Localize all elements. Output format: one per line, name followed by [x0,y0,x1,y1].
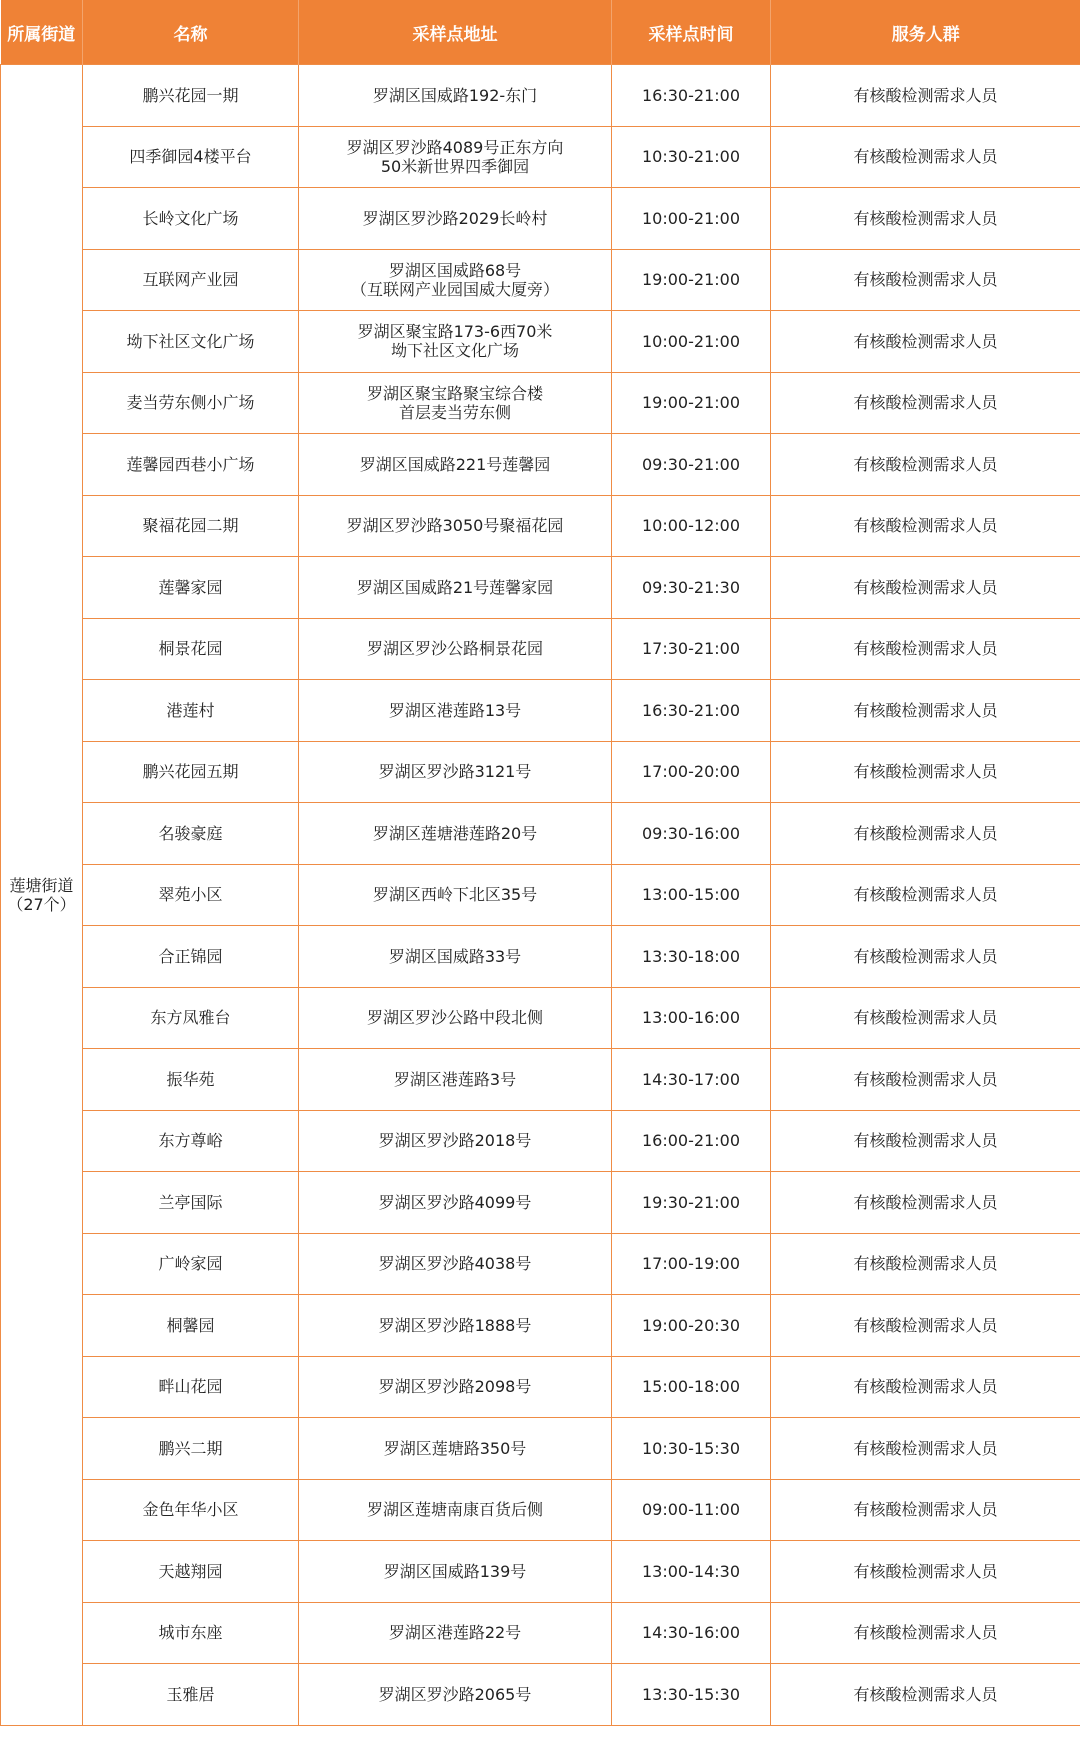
site-name: 鹏兴花园五期 [83,741,299,803]
site-name: 鹏兴二期 [83,1418,299,1480]
site-address [299,1110,612,1172]
table-row [1,126,1080,188]
site-address [299,864,612,926]
site-address [299,1664,612,1726]
site-address [299,495,612,557]
site-name: 振华苑 [83,1049,299,1111]
site-address [299,311,612,373]
site-service: 有核酸检测需求人员 [771,680,1080,742]
site-name: 麦当劳东侧小广场 [83,372,299,434]
site-name: 东方尊峪 [83,1110,299,1172]
site-address-line: 罗湖区国威路68号 [388,260,522,280]
site-address-line: 罗湖区罗沙路2065号 [378,1684,532,1704]
site-address-line: 50米新世界四季御园 [380,156,530,176]
table-header [1,0,1080,65]
table-row [1,372,1080,434]
site-time: 19:00-21:00 [612,249,771,311]
site-address [299,803,612,865]
site-time: 13:00-16:00 [612,987,771,1049]
site-name: 合正锦园 [83,926,299,988]
site-name: 四季御园4楼平台 [83,126,299,188]
site-address-line: 罗湖区港莲路13号 [388,700,522,720]
site-address-line: 罗湖区罗沙公路中段北侧 [366,1008,543,1028]
site-time: 15:00-18:00 [612,1356,771,1418]
site-address-line: （互联网产业园国威大厦旁） [350,279,559,299]
header-name: 名称 [83,0,299,65]
site-name: 东方凤雅台 [83,987,299,1049]
table-row [1,680,1080,742]
site-time: 16:00-21:00 [612,1110,771,1172]
table-row [1,803,1080,865]
site-address [299,1049,612,1111]
site-name: 互联网产业园 [83,249,299,311]
site-address-line: 罗湖区罗沙路2098号 [378,1377,532,1397]
site-service: 有核酸检测需求人员 [771,311,1080,373]
site-service: 有核酸检测需求人员 [771,126,1080,188]
site-name: 兰亭国际 [83,1172,299,1234]
site-address [299,741,612,803]
site-service: 有核酸检测需求人员 [771,1418,1080,1480]
site-address [299,126,612,188]
table-body [1,65,1080,1726]
site-name: 长岭文化广场 [83,188,299,250]
table-row [1,1110,1080,1172]
site-address-line: 罗湖区罗沙路4089号正东方向 [346,137,564,157]
site-name: 坳下社区文化广场 [83,311,299,373]
site-address [299,188,612,250]
district-cell [1,65,83,1726]
table-row [1,1049,1080,1111]
site-time: 14:30-17:00 [612,1049,771,1111]
site-name: 畔山花园 [83,1356,299,1418]
site-name: 城市东座 [83,1602,299,1664]
site-service: 有核酸检测需求人员 [771,249,1080,311]
site-address-line: 罗湖区罗沙路2018号 [378,1131,532,1151]
site-name: 广岭家园 [83,1233,299,1295]
site-service: 有核酸检测需求人员 [771,1602,1080,1664]
site-address [299,1356,612,1418]
site-time: 16:30-21:00 [612,680,771,742]
site-service: 有核酸检测需求人员 [771,1295,1080,1357]
site-address-line: 罗湖区莲塘港莲路20号 [372,823,538,843]
site-time: 14:30-16:00 [612,1602,771,1664]
site-address [299,557,612,619]
table-row [1,741,1080,803]
site-time: 10:00-21:00 [612,188,771,250]
site-address [299,618,612,680]
table-row [1,1295,1080,1357]
site-address [299,1233,612,1295]
site-service: 有核酸检测需求人员 [771,926,1080,988]
site-name: 翠苑小区 [83,864,299,926]
site-address-line: 罗湖区国威路192-东门 [372,85,538,105]
site-time: 13:30-15:30 [612,1664,771,1726]
site-address [299,1172,612,1234]
site-address-line: 罗湖区西岭下北区35号 [372,885,538,905]
site-time: 17:30-21:00 [612,618,771,680]
district-name: 莲塘街道 [9,875,74,895]
site-address [299,680,612,742]
site-time: 19:30-21:00 [612,1172,771,1234]
district-count: （27个） [7,894,76,914]
site-name: 桐景花园 [83,618,299,680]
site-time: 17:00-20:00 [612,741,771,803]
table-row [1,618,1080,680]
table-row [1,311,1080,373]
site-name: 桐馨园 [83,1295,299,1357]
table-row [1,864,1080,926]
site-time: 19:00-20:30 [612,1295,771,1357]
site-service: 有核酸检测需求人员 [771,188,1080,250]
site-address-line: 罗湖区国威路21号莲馨家园 [356,577,554,597]
site-time: 09:30-21:30 [612,557,771,619]
site-time: 10:30-15:30 [612,1418,771,1480]
site-address [299,1602,612,1664]
site-time: 10:00-21:00 [612,311,771,373]
table-row [1,1479,1080,1541]
site-address [299,434,612,496]
site-time: 13:00-14:30 [612,1541,771,1603]
site-time: 10:30-21:00 [612,126,771,188]
header-district: 所属街道 [1,0,83,65]
site-name: 莲馨园西巷小广场 [83,434,299,496]
site-address [299,1479,612,1541]
site-time: 17:00-19:00 [612,1233,771,1295]
table-row [1,1233,1080,1295]
site-address-line: 罗湖区罗沙路4038号 [378,1254,532,1274]
table-row [1,1602,1080,1664]
site-address [299,372,612,434]
site-name: 港莲村 [83,680,299,742]
table-row [1,188,1080,250]
site-service: 有核酸检测需求人员 [771,434,1080,496]
site-address [299,987,612,1049]
site-address [299,249,612,311]
site-address-line: 坳下社区文化广场 [390,341,519,361]
site-address-line: 罗湖区罗沙路1888号 [378,1315,532,1335]
table-row [1,557,1080,619]
header-service: 服务人群 [771,0,1080,65]
table-row [1,926,1080,988]
site-address-line: 罗湖区罗沙路3050号聚福花园 [346,516,564,536]
table-row [1,987,1080,1049]
site-time: 19:00-21:00 [612,372,771,434]
site-name: 天越翔园 [83,1541,299,1603]
site-address [299,1295,612,1357]
site-time: 09:00-11:00 [612,1479,771,1541]
site-address-line: 罗湖区聚宝路173-6西70米 [357,322,553,342]
table-row [1,1172,1080,1234]
site-time: 09:30-21:00 [612,434,771,496]
site-service: 有核酸检测需求人员 [771,1479,1080,1541]
site-address-line: 罗湖区港莲路22号 [388,1623,522,1643]
site-time: 09:30-16:00 [612,803,771,865]
site-name: 金色年华小区 [83,1479,299,1541]
site-service: 有核酸检测需求人员 [771,1664,1080,1726]
site-service: 有核酸检测需求人员 [771,372,1080,434]
site-address-line: 罗湖区莲塘路350号 [383,1438,527,1458]
table-row [1,1356,1080,1418]
site-address-line: 罗湖区国威路139号 [383,1561,527,1581]
site-time: 16:30-21:00 [612,65,771,127]
site-address [299,65,612,127]
site-address-line: 罗湖区罗沙路3121号 [378,762,532,782]
site-service: 有核酸检测需求人员 [771,1541,1080,1603]
site-service: 有核酸检测需求人员 [771,618,1080,680]
site-service: 有核酸检测需求人员 [771,1110,1080,1172]
site-name: 玉雅居 [83,1664,299,1726]
site-service: 有核酸检测需求人员 [771,987,1080,1049]
site-address [299,926,612,988]
site-address-line: 罗湖区国威路33号 [388,946,522,966]
site-name: 鹏兴花园一期 [83,65,299,127]
site-address-line: 罗湖区罗沙路2029长岭村 [362,208,548,228]
site-service: 有核酸检测需求人员 [771,1233,1080,1295]
site-address-line: 首层麦当劳东侧 [398,402,511,422]
table-row [1,65,1080,127]
header-row [1,0,1080,65]
site-service: 有核酸检测需求人员 [771,803,1080,865]
site-address-line: 罗湖区国威路221号莲馨园 [359,454,551,474]
header-address: 采样点地址 [299,0,612,65]
site-service: 有核酸检测需求人员 [771,65,1080,127]
site-time: 13:00-15:00 [612,864,771,926]
site-service: 有核酸检测需求人员 [771,495,1080,557]
table-row [1,1418,1080,1480]
site-time: 10:00-12:00 [612,495,771,557]
table-row [1,434,1080,496]
header-time: 采样点时间 [612,0,771,65]
table-row [1,1664,1080,1726]
site-address-line: 罗湖区聚宝路聚宝综合楼 [366,383,543,403]
table-row [1,249,1080,311]
site-address-line: 罗湖区港莲路3号 [393,1069,517,1089]
site-address [299,1541,612,1603]
site-address-line: 罗湖区莲塘南康百货后侧 [366,1500,543,1520]
site-name: 名骏豪庭 [83,803,299,865]
site-service: 有核酸检测需求人员 [771,1049,1080,1111]
site-service: 有核酸检测需求人员 [771,557,1080,619]
site-address-line: 罗湖区罗沙公路桐景花园 [366,639,543,659]
site-address [299,1418,612,1480]
site-service: 有核酸检测需求人员 [771,1172,1080,1234]
site-name: 莲馨家园 [83,557,299,619]
site-service: 有核酸检测需求人员 [771,864,1080,926]
site-time: 13:30-18:00 [612,926,771,988]
table-row [1,495,1080,557]
site-address-line: 罗湖区罗沙路4099号 [378,1192,532,1212]
site-service: 有核酸检测需求人员 [771,741,1080,803]
site-name: 聚福花园二期 [83,495,299,557]
table-row [1,1541,1080,1603]
site-service: 有核酸检测需求人员 [771,1356,1080,1418]
